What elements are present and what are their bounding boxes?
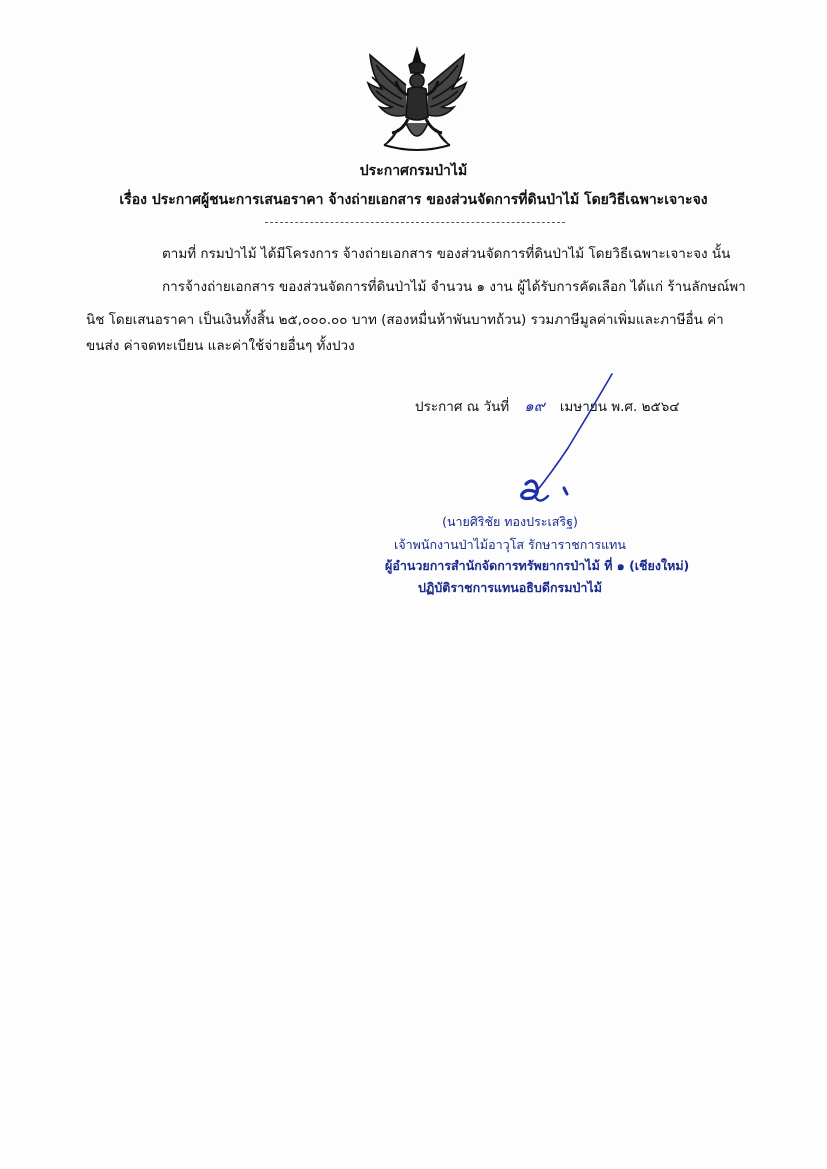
handwritten-signature <box>440 372 640 507</box>
garuda-emblem-icon <box>362 45 472 153</box>
date-day: ๑๙ <box>524 397 545 415</box>
announcement-subject: เรื่อง ประกาศผู้ชนะการเสนอราคา จ้างถ่ายเอกสาร ของส่วนจัดการที่ดินป่าไม้ โดยวิธีเฉพาะเจาะจง <box>119 192 708 208</box>
body-line: ตามที่ กรมป่าไม้ ได้มีโครงการ จ้างถ่ายเอกสาร ของส่วนจัดการที่ดินป่าไม้ โดยวิธีเฉพาะเจาะจง นั้น <box>162 246 731 262</box>
body-line: นิช โดยเสนอราคา เป็นเงินทั้งสิ้น ๒๕,๐๐๐.๐๐ บาท (สองหมื่นห้าพันบาทถ้วน) รวมภาษีมูลค่าเพิ่มและภาษีอื่น ค่า <box>86 312 724 328</box>
announcement-title: ประกาศกรมป่าไม้ <box>359 163 468 179</box>
signatory-position: ปฏิบัติราชการแทนอธิบดีกรมป่าไม้ <box>418 580 602 595</box>
date-prefix: ประกาศ ณ วันที่ <box>415 399 510 415</box>
body-line: การจ้างถ่ายเอกสาร ของส่วนจัดการที่ดินป่าไม้ จำนวน ๑ งาน ผู้ได้รับการคัดเลือก ได้แก่ ร้านลักษณ์พา <box>162 279 746 295</box>
signatory-position: เจ้าพนักงานป่าไม้อาวุโส รักษาราชการแทน <box>394 537 626 552</box>
signatory-name: (นายศิริชัย ทองประเสริฐ) <box>442 514 578 529</box>
separator-line <box>265 222 565 223</box>
date-month-year: เมษายน พ.ศ. ๒๕๖๔ <box>559 399 680 415</box>
body-line: ขนส่ง ค่าจดทะเบียน และค่าใช้จ่ายอื่นๆ ทั้งปวง <box>86 338 355 354</box>
signatory-position: ผู้อำนวยการสำนักจัดการทรัพยากรป่าไม้ ที่ ๑ (เชียงใหม่) <box>385 558 690 573</box>
